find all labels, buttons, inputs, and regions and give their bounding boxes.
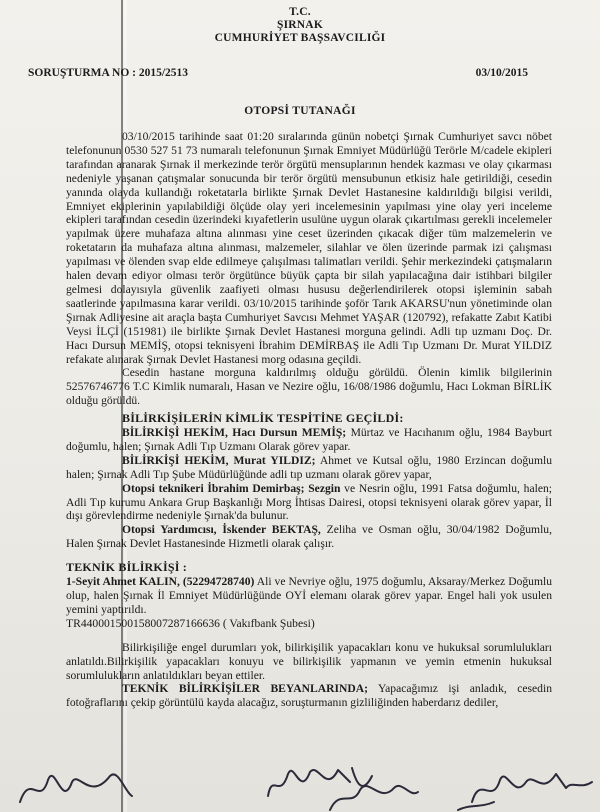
technical-expert-1-text: Ali ve Nevriye oğlu, 1975 doğumlu, Aksaray/Merkez Doğumlu olup, halen Şırnak İl Emniyet Müdürlüğünde OYİ elemanı olarak görev yapar. Engel hali yok usulen yemini yaptırıldı. [66,575,552,616]
signature-3 [330,786,418,810]
technical-expert-1 [66,575,552,617]
signature-1 [20,774,132,802]
signature-4-tail [458,802,494,810]
header-office: CUMHURİYET BAŞSAVCILIĞI [214,32,386,44]
expert-1-text: Mürtaz ve Hacıhanım oğlu, 1984 Bayburt doğumlu, halen; Şırnak Adli Tıp Uzmanı Olarak görev yapar. [66,426,553,453]
header-city: ŞIRNAK [277,19,323,31]
document-date: 03/10/2015 [475,67,528,79]
experts-heading: BİLİRKİŞİLERİN KİMLİK TESPİTİNE GEÇİLDİ: [122,411,404,426]
signatures-svg [0,752,600,812]
technical-iban: TR440001500158007287166636 ( Vakıfbank Şubesi) [66,616,315,630]
expert-3-text: ve Nesrin oğlu, 1991 Fatsa doğumlu, halen; Adli Tıp kurumu Ankara Grup Başkanlığı Morg İhtisas Dairesi, otopsi teknisyeni olarak görev yapar, İl dışı görevlendirme nedeniyle Şırnak'da bulunur. [66,481,552,523]
expert-1 [66,426,552,454]
expert-3 [66,482,552,524]
expert-2 [66,454,552,482]
declaration-text: Yapacağımız işi anladık, cesedin fotoğraflarını çekip görüntülü kayda alacağız, soruşturmanın gizliliğinden haberdarız dediler, [66,682,552,710]
header-country: T.C. [289,6,311,18]
signature-2 [268,768,372,796]
case-number: SORUŞTURMA NO : 2015/2513 [28,67,189,79]
document-body [66,130,552,710]
expert-4-text: Zeliha ve Osman oğlu, 30/04/1982 Doğumlu, Halen Şırnak Devlet Hastanesinde Hizmetli olarak çalışır. [66,523,552,551]
document-header [0,6,600,45]
declaration-title: TEKNİK BİLİRKİŞİLER BEYANLARINDA; [122,682,368,696]
expert-1-title: BİLİRKİŞİ HEKİM, Hacı Dursun MEMİŞ; [122,426,347,440]
paragraph-identity: Cesedin hastane morguna kaldırılmış olduğu görüldü. Ölenin kimlik bilgilerinin 52576746776 T.C Kimlik numaralı, Hasan ve Nezire oğlu, 16/08/1986 doğumlu, Hacı Lokman BİRLİK olduğu görüldü. [66,366,552,408]
signatures-area [0,752,600,812]
technical-expert-1-title: 1-Seyit Ahmet KALIN, (52294728740) [66,575,255,589]
declaration-paragraph [66,682,552,710]
expert-2-title: BİLİRKİŞİ HEKİM, Murat YILDIZ; [122,453,316,467]
technical-heading: TEKNİK BİLİRKİŞİ : [66,560,187,575]
expert-4 [66,523,552,551]
expert-2-text: Ahmet ve Kutsal oğlu, 1980 Erzincan doğumlu halen; Şırnak Adli Tıp Şube Müdürlüğünde adli tıp uzmanı olarak görev yapar, [66,453,553,481]
document-title: OTOPSİ TUTANAĞI [244,105,356,117]
expert-4-title: Otopsi Yardımcısı, İskender BEKTAŞ, [122,523,321,537]
expert-3-title: Otopsi teknikeri İbrahim Demirbaş; Sezgin [122,481,341,495]
closing-paragraph: Bilirkişiliğe engel durumları yok, bilirkişilik yapacakları konu ve hukuksal sorumlulukları anlatıldı.Bilirkişilik yapacakları konuyu ve bilirkişilik yapmanın ve yemin etmenin hukuksal sorumlulukların anlatıldıkları beyan ettiler. [66,640,552,682]
paragraph-incident: 03/10/2015 tarihinde saat 01:20 sıralarında günün nobetçi Şırnak Cumhuriyet savcı nöbet telefonunun 0530 527 51 73 numaralı telefonunun Şırnak Emniyet Müdürlüğü Terörle M/cadele ekipleri tarafından aranarak Şırnak il merkezinde terör örgütü mensuplarının hendek kazması ve olay çıkarması nedeniyle yaşanan çatışmalar sonucunda bir terör örgütü mensubunun etkisiz hale getirildiği, cesedin yanında olayda kullandığı roketatarla birlikte Şırnak Devlet Hastanesine kaldırıldığı bilgisi verildi, Emniyet ekiplerinin yapılabildiği ölçüde olay yeri incelemesinin yapılması yine olay yeri inceleme ekipleri tarafından cesedin üzerindeki kıyafetlerin usulüne uygun olarak çıkartılması gerekli incelemeler yapılmak üzere muhafaza altına alınması yine ceset üzerinden çıkacak diğer tüm malzemelerin ve roketatarın da muhafaza altına alınması, malzemeler, silahlar ve ölen üzerinde parmak izi çalışması yapılması ve ölenden svap elde edilmeye çalışılması talimatları verildi. Şehir merkezindeki çatışmaların halen devam ediyor olması terör örgütünce büyük çapta bir silah yapılacağına dair istihbari bilgiler gelmesi dolayısıyla güvenlik zaafiyeti olması hususu değerlendirilerek otopsi işleminin sabah saatlerinde yapılmasına karar verildi. 03/10/2015 tarihinde şoför Tarık AKARSU'nun yönetiminde olan Şırnak Adliyesine ait araçla başta Cumhuriyet Savcısı Mehmet YAŞAR (120792), refakatte Zabıt Katibi Veysi İLÇİ (151981) ile birlikte Şırnak Devlet Hastanesi morguna gelindi. Adli tıp uzmanı Doç. Dr. Hacı Dursun MEMİŞ, otopsi teknisyeni İbrahim DEMİRBAŞ ile Adli Tıp Uzmanı Dr. Murat YILDIZ refakate alınarak Şırnak Devlet Hastanesi morg odasına geçildi. [66,130,552,366]
signature-4 [472,774,592,802]
